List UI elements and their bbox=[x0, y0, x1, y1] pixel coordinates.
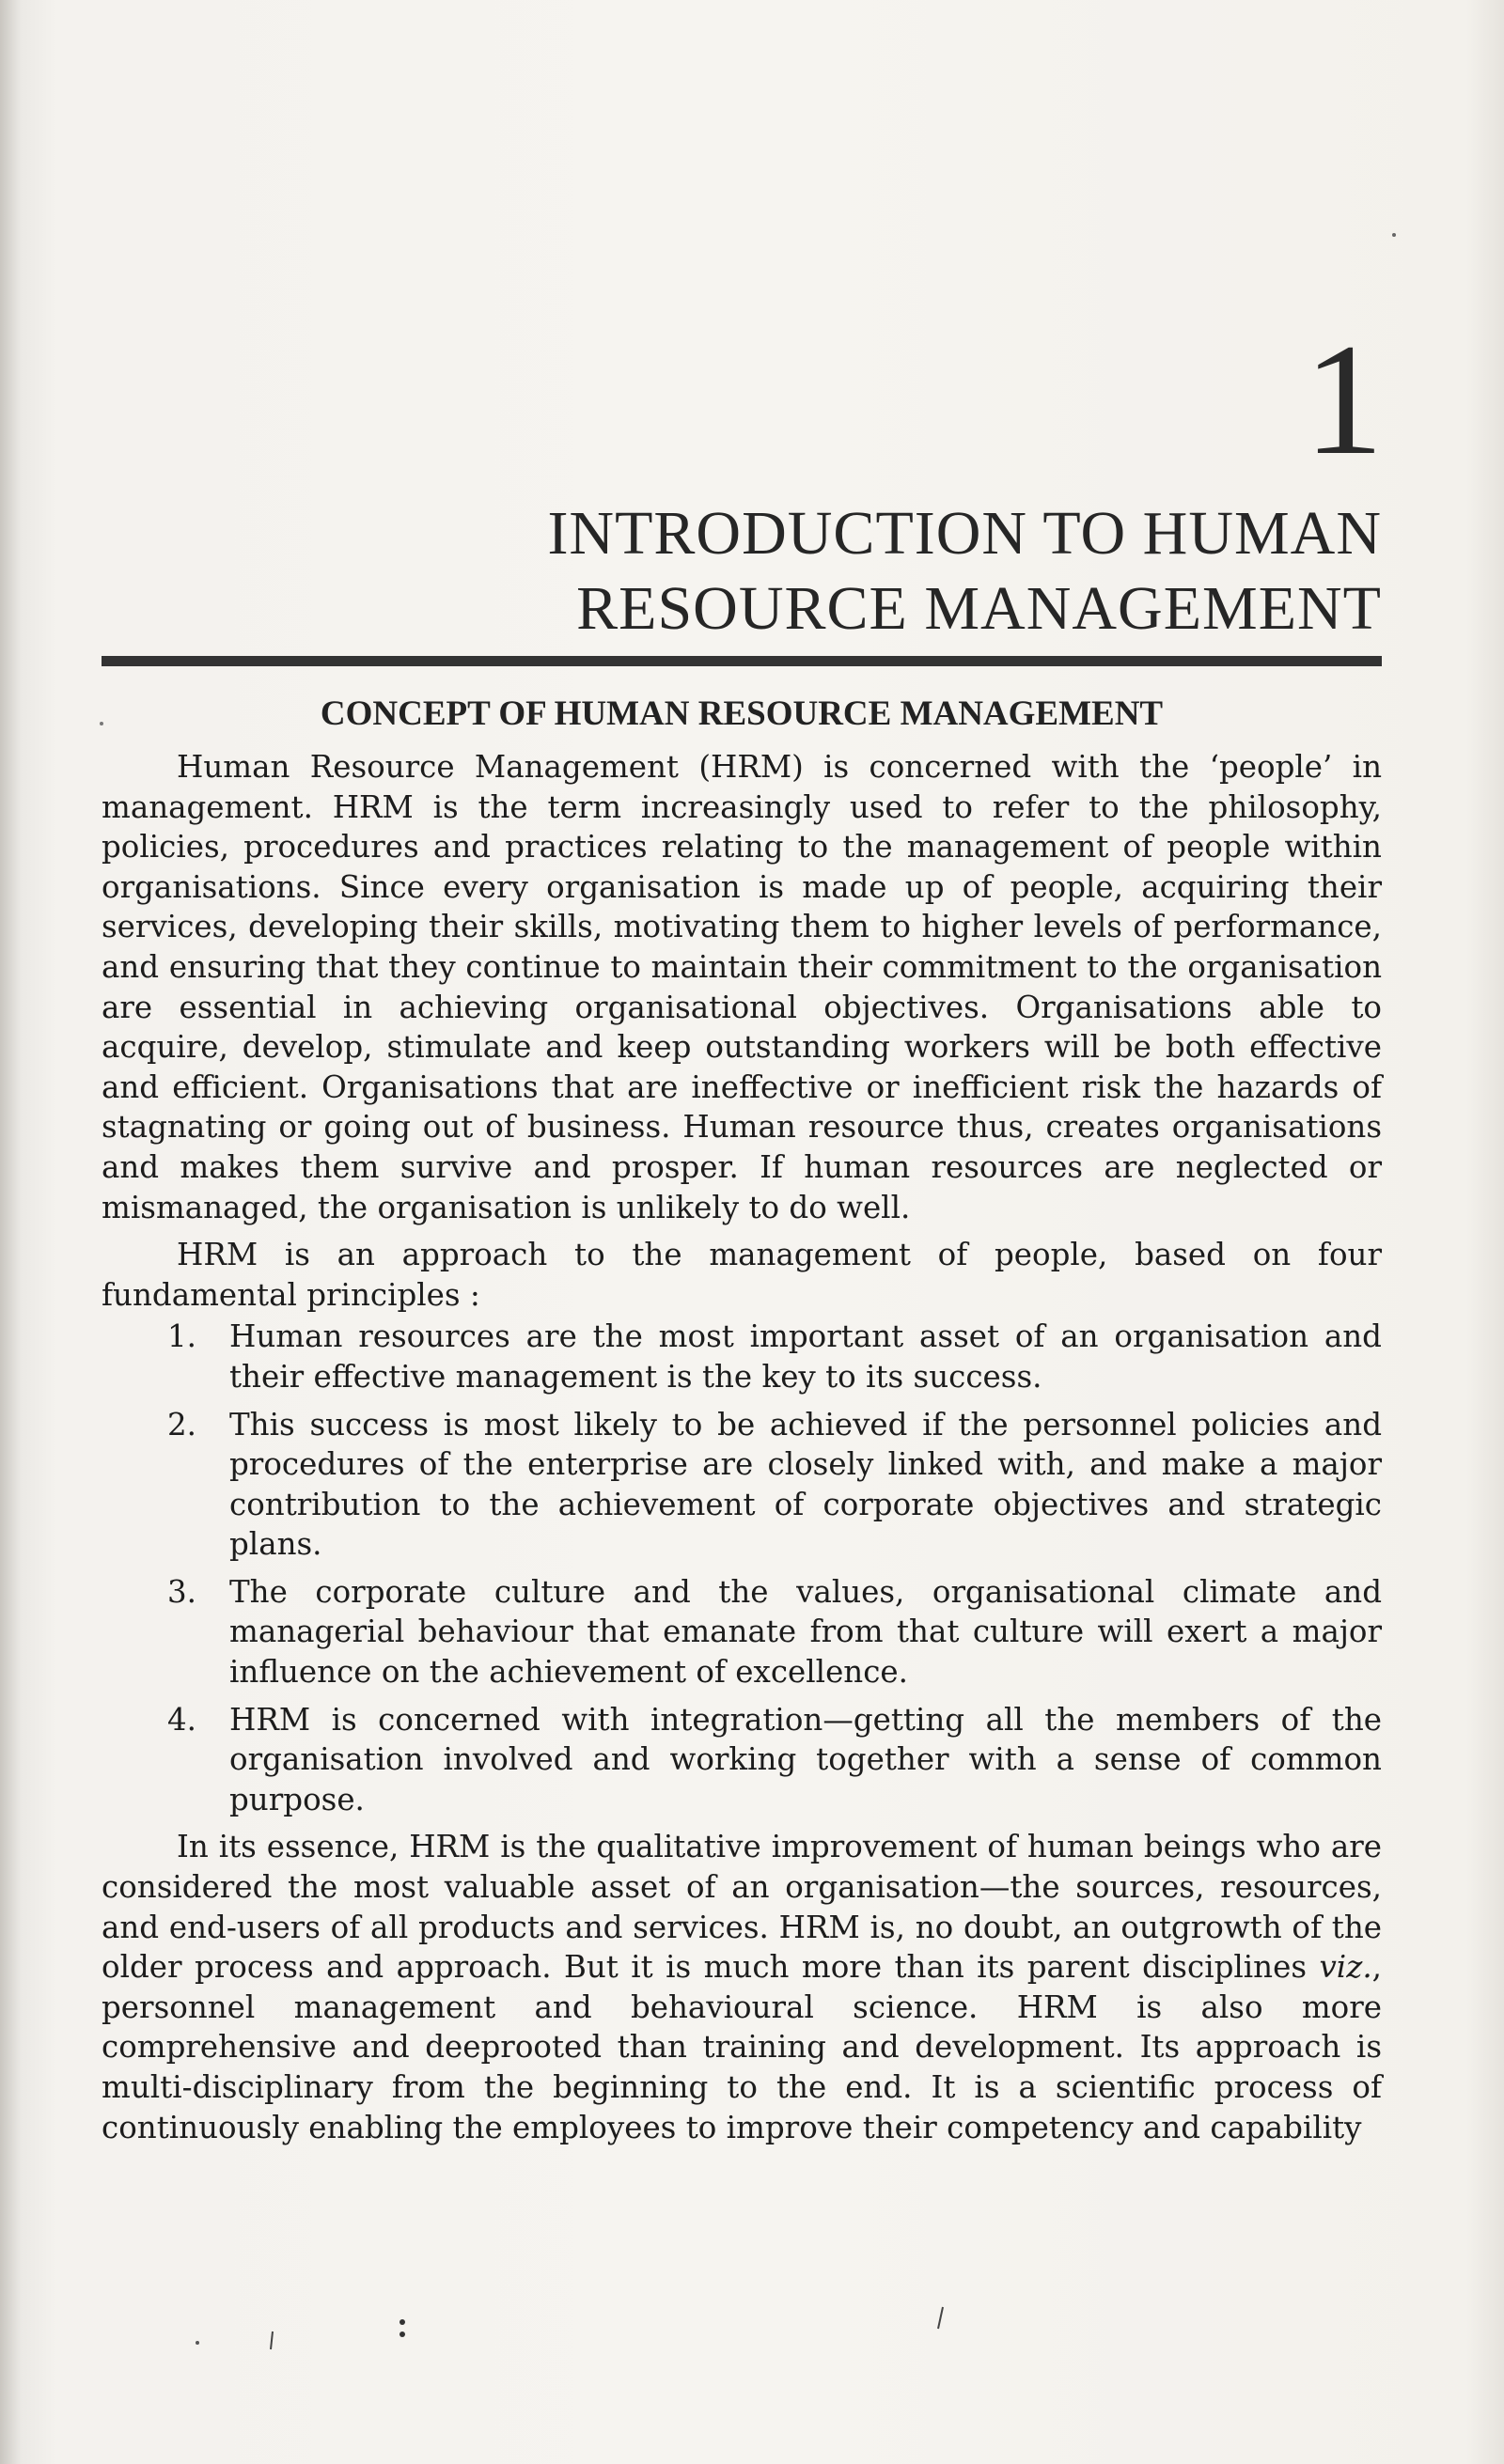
paragraph-intro: Human Resource Management (HRM) is concerned with the ‘people’ in management. HRM is the term increasingly used to refer to the philosophy, policies, procedures and practices relating to the management of people within organisations. Since every organisation is made up of people, acquiring their services, developing their skills, motivating them to higher levels of performance, and ensuring that they continue to maintain their commitment to the organisation are essential in achieving organisational objectives. Organisations able to acquire, develop, stimulate and keep outstanding workers will be both effective and efficient. Organisations that are ineffective or inefficient risk the hazards of stagnating or going out of business. Human resource thus, creates organisations and makes them survive and prosper. If human resources are neglected or mismanaged, the organisation is unlikely to do well. bbox=[102, 749, 1382, 1225]
paper-speck bbox=[196, 2341, 199, 2345]
chapter-title-line-1: INTRODUCTION TO HUMAN bbox=[547, 499, 1382, 568]
paper-mark bbox=[271, 2331, 273, 2349]
paper-speck bbox=[1392, 233, 1396, 237]
paper-mark bbox=[938, 2307, 943, 2329]
paragraph-essence-end: , personnel management and behavioural science. HRM is also more comprehensive and deeprooted than training and development. Its approach is multi-disciplinary from the beginning to the end. It is a scientific process of continuously enabling the employees to improve their competency and capability bbox=[102, 1949, 1382, 2145]
section-heading: CONCEPT OF HUMAN RESOURCE MANAGEMENT bbox=[320, 694, 1164, 733]
chapter-title-line-2: RESOURCE MANAGEMENT bbox=[576, 574, 1382, 643]
paper-speck bbox=[100, 722, 103, 725]
chapter-number: 1 bbox=[1304, 311, 1384, 488]
paragraph-principles-lead: HRM is an approach to the management of people, based on four fundamental principles : bbox=[102, 1237, 1382, 1313]
principle-text: HRM is concerned with integration—getting all the members of the organisation involved and working together with a sense of common purpose. bbox=[229, 1701, 1382, 1817]
paper-speck bbox=[400, 2331, 405, 2337]
principle-number: 1. bbox=[167, 1318, 197, 1355]
principle-number: 4. bbox=[167, 1701, 197, 1738]
principle-text: The corporate culture and the values, organisational climate and managerial behaviour that emanate from that culture will exert a major influence on the achievement of excellence. bbox=[229, 1573, 1382, 1691]
paragraph-essence-viz: viz. bbox=[1319, 1949, 1372, 1986]
principle-text: This success is most likely to be achieved if the personnel policies and procedures of the enterprise are closely linked with, and make a major contribution to the achievement of corporate objectives and strategic plans. bbox=[229, 1406, 1382, 1563]
paper-speck bbox=[400, 2319, 405, 2325]
principle-text: Human resources are the most important asset of an organisation and their effective management is the key to its success. bbox=[229, 1318, 1382, 1395]
principle-number: 3. bbox=[167, 1573, 197, 1610]
principle-number: 2. bbox=[167, 1406, 197, 1443]
paragraph-essence-start: In its essence, HRM is the qualitative improvement of human beings who are considered the most valuable asset of an organisation—the sources, resources, and end-users of all products and services. HRM is, no doubt, an outgrowth of the older process and approach. But it is much more than its parent disciplines bbox=[102, 1829, 1382, 1986]
